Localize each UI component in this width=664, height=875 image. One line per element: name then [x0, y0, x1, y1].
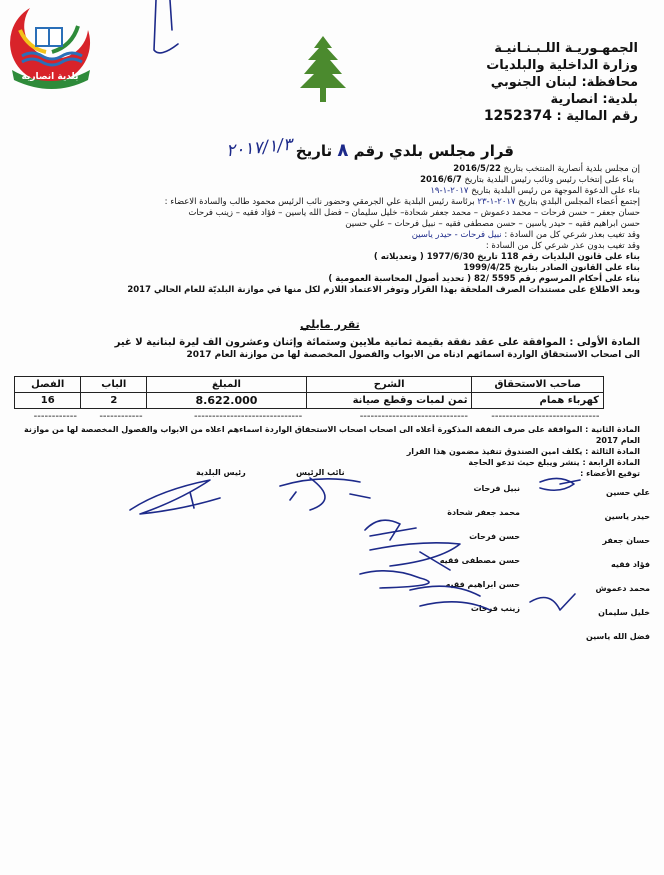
governorate: محافظة: لبنان الجنوبي	[490, 75, 638, 90]
decision-title	[296, 140, 514, 161]
absent-no-excuse-line: وقد تغيب بدون عذر شرعي كل من السادة :	[485, 241, 640, 251]
attendees-line-2: حسن ابراهيم فقيه – حيدر ياسين – حسن مصطفى فقيه – نبيل فرحات – علي حسين	[345, 219, 640, 229]
corner-pen-mark	[150, 0, 190, 60]
absent-excuse-line: وقد تغيب بعذر شرعي كل من السادة : نبيل فرحات - حيدر ياسين	[411, 230, 640, 240]
header-beneficiary: صاحب الاستحقاق	[472, 377, 604, 393]
municipality-name: بلدية: انصارية	[550, 92, 638, 107]
member-name: حسان جعفر	[602, 536, 650, 545]
vice-signature	[280, 478, 370, 510]
table-header-row	[15, 377, 604, 393]
intro-line-1: إن مجلس بلدية أنصارية المنتخب بتاريخ 2016/5/22	[453, 164, 640, 174]
member-sig-6	[530, 594, 575, 610]
article-4: المادة الرابعة : ينشر ويبلغ حيث تدعو الحاجة	[468, 458, 640, 467]
absent-excuse-handwritten: نبيل فرحات - حيدر ياسين	[411, 230, 502, 240]
member-name: علي حسين	[606, 488, 650, 497]
article-1-line-a: المادة الأولى : الموافقة على عقد نفقة بقيمة ثمانية ملايين وستمائة وإثنان وعشرون الف ليرة لبنانية لا غير	[114, 337, 640, 348]
role-president: رئيس البلدية	[196, 468, 246, 477]
cell-beneficiary: كهرباء همام	[472, 393, 604, 409]
role-vice: نائب الرئيس	[296, 468, 345, 477]
header-chapter: الباب	[81, 377, 147, 393]
article-1	[20, 336, 640, 362]
cedar-icon	[296, 34, 350, 106]
title-date-label: تاريخ	[295, 142, 333, 160]
legal-line-2: بناء على القانون الصادر بتاريخ 1999/4/25	[463, 263, 640, 273]
header-block	[378, 40, 638, 125]
header-amount: المبلغ	[147, 377, 307, 393]
member-sig-4	[410, 586, 490, 610]
legal-line-1: بناء على قانون البلديات رقم 118 تاريخ 1977/6/30 ( وتعديلاته )	[373, 252, 640, 262]
member-name: حسن مصطفى فقيه	[439, 556, 520, 565]
title-number: ٨	[337, 140, 349, 161]
cell-amount: 8.622.000	[147, 393, 307, 409]
cell-chapter: 2	[81, 393, 147, 409]
member-name: محمد جعفر شحادة	[447, 508, 520, 517]
intro-block	[20, 164, 640, 296]
member-name: حسن ابراهيم فقيه	[445, 580, 520, 589]
member-name: زينب فرحات	[470, 604, 520, 613]
legal-line-3: بناء على أحكام المرسوم رقم 5595 /82 ( تحديد أصول المحاسبة العمومية )	[328, 274, 640, 284]
intro-line-2: بناء على إنتخاب رئيس ونائب رئيس البلدية بتاريخ 2016/6/7	[420, 175, 634, 185]
title-prefix: قرار مجلس بلدي رقم	[353, 142, 514, 160]
header-section: الفصل	[15, 377, 81, 393]
member-sig-1	[365, 520, 416, 540]
fiscal-label: رقم المالية :	[556, 109, 638, 124]
table-dash-row: ------------------------------ ------------------------------ ------------------------------ ------------ ------------	[33, 411, 600, 422]
cell-section: 16	[15, 393, 81, 409]
signatures-label: توقيع الأعضاء :	[580, 469, 640, 478]
member-sig-3	[360, 571, 429, 588]
fiscal-number-line	[378, 108, 638, 125]
expense-table	[14, 376, 604, 424]
article-1-line-b: الى اصحاب الاستحقاق الواردة اسمائهم ادناه من الابواب والفصول المخصصة لها من موازنة العام 2017	[186, 350, 640, 360]
president-signature	[130, 480, 220, 514]
fiscal-number: 1252374	[483, 108, 553, 124]
legal-line-4: وبعد الاطلاع على مستندات الصرف الملحقة بهذا القرار وتوفر الاعتماد اللازم لكل منها في موازنة البلديّة للعام الحالي 2017	[127, 285, 640, 295]
handwritten-signatures	[120, 470, 660, 650]
member-name: نبيل فرحات	[473, 484, 520, 493]
header-description: الشرح	[306, 377, 472, 393]
attendees-line-1: حسان جعفر – حسن فرحات – محمد دعموش – محمد جعفر شحادة– خليل سليمان – فضل الله ياسين – فؤاد فقيه – زينب فرحات	[188, 208, 640, 218]
article-3: المادة الثالثة : يكلف امين الصندوق تنفيذ مضمون هذا القرار	[406, 447, 640, 456]
municipality-logo	[0, 0, 100, 96]
member-name: خليل سليمان	[598, 608, 650, 617]
decision-heading: تقرر مايلي	[300, 318, 360, 331]
intro-line-3: بناء على الدعوة الموجهة من رئيس البلدية بتاريخ ٢٠١٧-١-١٩	[430, 186, 640, 196]
title-handwritten-date: ٢٠١٧/١/٣	[225, 134, 294, 162]
member-name: محمد دعموش	[595, 584, 650, 593]
member-name: حيدر ياسين	[604, 512, 650, 521]
ministry-name: وزارة الداخلية والبلديات	[486, 58, 638, 73]
table-row	[15, 393, 604, 409]
member-name: فؤاد فقيه	[611, 560, 650, 569]
member-sig-5	[540, 478, 580, 490]
member-name: حسن فرحات	[469, 532, 520, 541]
intro-line-4: إجتمع أعضاء المجلس البلدي بتاريخ ٢٠١٧-١-٢٣ برئاسة رئيس البلدية علي الجرمقي وحضور نائب الرئيس محمود طالب والسادة الاعضاء :	[164, 197, 640, 207]
article-2: المادة الثانية : الموافقة على صرف النفقة المذكورة أعلاه الى اصحاب اصحاب الاستحقاق الواردة اسماءهم اعلاه من الابواب والفصول المخصصة لها من موازنة العام 2017	[23, 425, 640, 445]
member-sig-2	[370, 543, 460, 570]
logo-ribbon-text: بلدية انصارية	[21, 72, 79, 82]
cell-description: ثمن لمبات وقطع صيانة	[306, 393, 472, 409]
republic-name: الجمهـوريـة اللـبـنـانيـة	[494, 41, 638, 56]
member-name: فضل الله ياسين	[585, 632, 650, 641]
